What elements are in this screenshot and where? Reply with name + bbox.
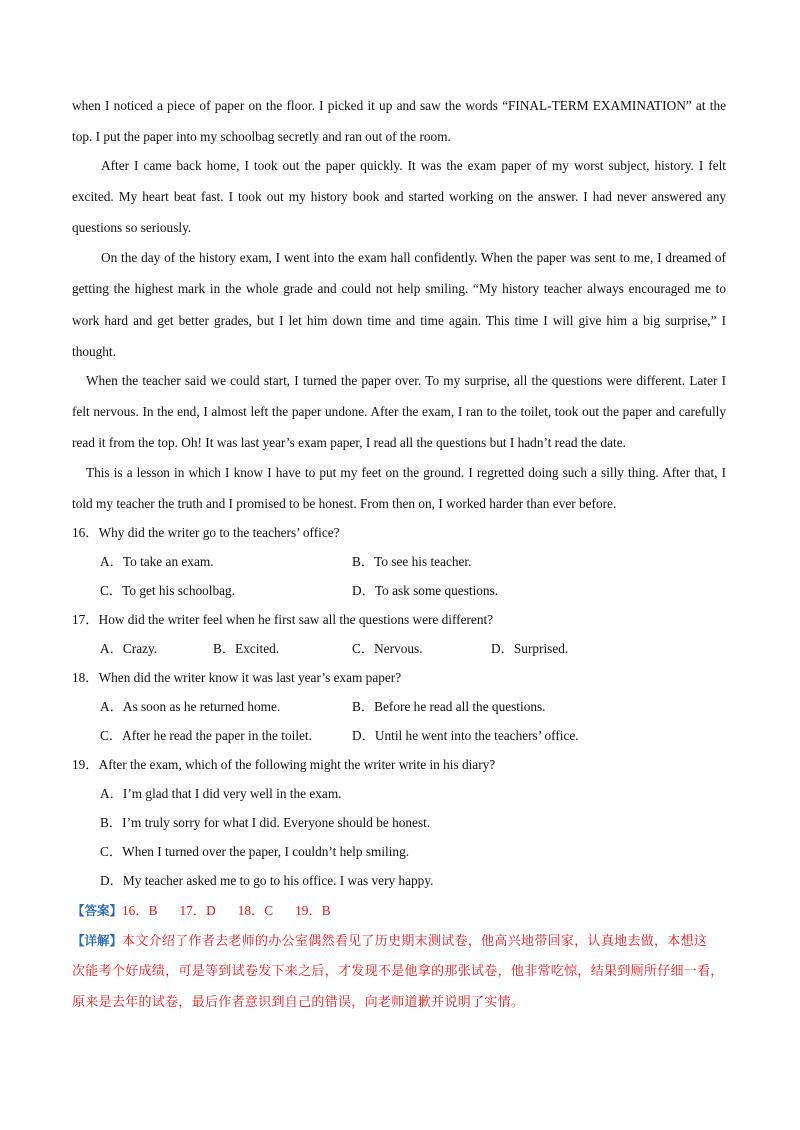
question-17-option-b: B．Excited.: [213, 641, 280, 656]
question-19-option-c: C．When I turned over the paper, I couldn’t help smiling.: [100, 844, 410, 859]
question-16-option-c: C．To get his schoolbag.: [100, 583, 235, 598]
explanation-line: 原来是去年的试卷，最后作者意识到自己的错误，向老师道歉并说明了实情。: [72, 995, 525, 1010]
passage-line: questions so seriously.: [72, 220, 192, 235]
question-19-stem: 19．After the exam, which of the following might the writer write in his diary?: [72, 757, 496, 772]
answer-17: 17．D: [179, 903, 216, 918]
question-16-option-b: B．To see his teacher.: [352, 554, 472, 569]
explanation-text: 本文介绍了作者去老师的办公室偶然看见了历史期末测试卷，他高兴地带回家，认真地去做，本想这: [122, 934, 708, 949]
passage-line: when I noticed a piece of paper on the floor. I picked it up and saw the words “FINAL-TERM EXAMINATION” at the: [72, 98, 726, 113]
question-18-option-d: D．Until he went into the teachers’ office.: [352, 728, 579, 743]
passage-line: On the day of the history exam, I went into the exam hall confidently. When the paper was sent to me, I dreamed of: [101, 250, 726, 265]
passage-line: felt nervous. In the end, I almost left the paper undone. After the exam, I ran to the toilet, took out the paper and carefully: [72, 404, 726, 419]
question-18-option-b: B．Before he read all the questions.: [352, 699, 546, 714]
question-17-option-c: C．Nervous.: [352, 641, 423, 656]
passage-line: getting the highest mark in the whole grade and could not help smiling. “My history teacher always encouraged me to: [72, 281, 726, 296]
question-17-option-d: D．Surprised.: [491, 641, 569, 656]
answer-19: 19．B: [295, 903, 331, 918]
passage-line: work hard and get better grades, but I let him down time and time again. This time I will give him a big surprise,” I: [72, 313, 726, 328]
question-18-stem: 18．When did the writer know it was last year’s exam paper?: [72, 670, 402, 685]
passage-line: read it from the top. Oh! It was last year’s exam paper, I read all the questions but I hadn’t read the date.: [72, 435, 626, 450]
answer-label: 【答案】: [72, 903, 123, 918]
passage-line: After I came back home, I took out the paper quickly. It was the exam paper of my worst subject, history. I felt: [101, 158, 726, 173]
question-16-stem: 16．Why did the writer go to the teachers’ office?: [72, 525, 340, 540]
question-19-option-a: A．I’m glad that I did very well in the exam.: [100, 786, 342, 801]
question-16-option-d: D．To ask some questions.: [352, 583, 499, 598]
passage-line: top. I put the paper into my schoolbag secretly and ran out of the room.: [72, 129, 451, 144]
answer-18: 18．C: [237, 903, 274, 918]
question-17-option-a: A．Crazy.: [100, 641, 158, 656]
question-19-option-b: B．I’m truly sorry for what I did. Everyone should be honest.: [100, 815, 431, 830]
question-16-option-a: A．To take an exam.: [100, 554, 214, 569]
question-19-option-d: D．My teacher asked me to go to his office. I was very happy.: [100, 873, 434, 888]
passage-line: excited. My heart beat fast. I took out my history book and started working on the answer. I had never answered any: [72, 189, 726, 204]
question-17-stem: 17．How did the writer feel when he first saw all the questions were different?: [72, 612, 494, 627]
answer-row: [72, 903, 331, 919]
passage-line: thought.: [72, 344, 116, 359]
passage-line: told my teacher the truth and I promised to be honest. From then on, I worked harder than ever before.: [72, 496, 617, 511]
question-18-option-c: C．After he read the paper in the toilet.: [100, 728, 312, 743]
explanation-line: 次能考个好成绩，可是等到试卷发下来之后，才发现不是他拿的那张试卷，他非常吃惊，结果到厕所仔细一看，: [72, 964, 724, 979]
answer-16: 16．B: [122, 903, 158, 918]
explanation-line: [72, 933, 707, 950]
passage-line: This is a lesson in which I know I have to put my feet on the ground. I regretted doing such a silly thing. After that, I: [86, 465, 726, 480]
explanation-label: 【详解】: [72, 933, 123, 948]
question-18-option-a: A．As soon as he returned home.: [100, 699, 281, 714]
passage-line: When the teacher said we could start, I turned the paper over. To my surprise, all the questions were different. Later I: [86, 373, 726, 388]
